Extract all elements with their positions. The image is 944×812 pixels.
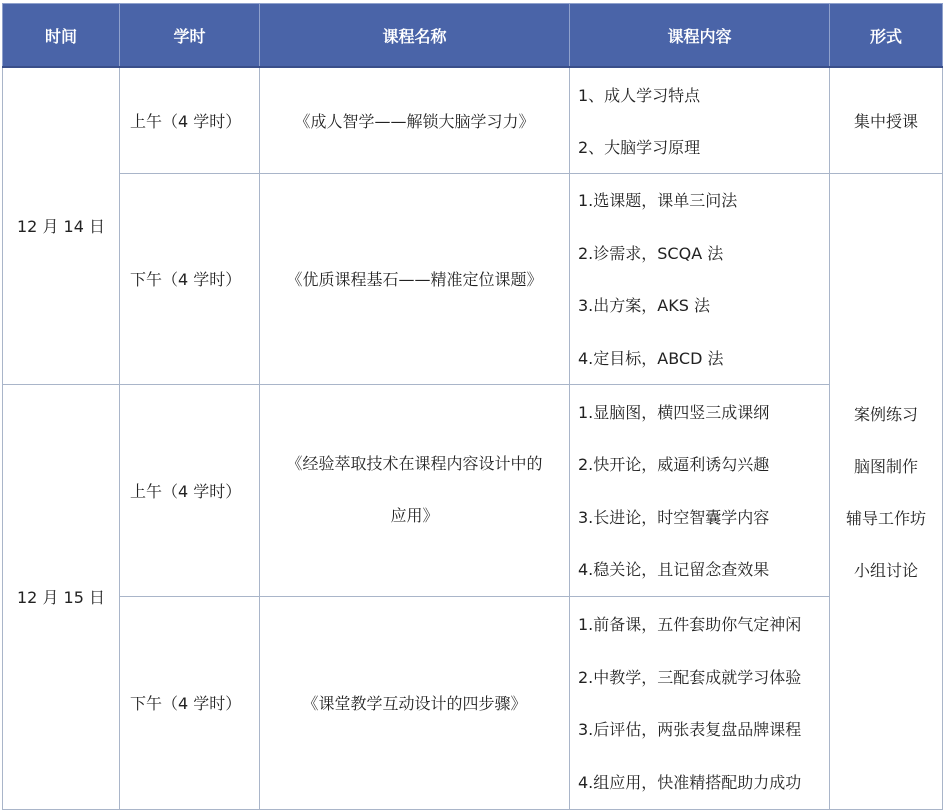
header-course-content: 课程内容 [570,4,830,68]
content-item: 2、大脑学习原理 [578,137,701,157]
header-row [3,4,943,68]
course-content-cell [570,67,830,173]
format-cell: 集中授课 [830,67,943,173]
content-item: 3.出方案，AKS 法 [578,296,710,316]
course-name-cell: 《成人智学——解锁大脑学习力》 [260,67,570,173]
content-item: 1.选课题，课单三问法 [578,191,738,211]
table-row [3,173,943,384]
header-time: 时间 [3,4,120,68]
date-cell: 12 月 15 日 [3,384,120,809]
table-row [3,67,943,173]
course-name-line: 《经验萃取技术在课程内容设计中的 [286,454,543,473]
schedule-table [2,3,943,810]
period-cell: 上午（4 学时） [120,384,260,596]
course-name-line: 应用》 [390,506,439,525]
content-item: 2.诊需求，SCQA 法 [578,243,724,263]
content-item: 3.长进论，时空智囊学内容 [578,507,770,527]
content-item: 4.稳关论，且记留念查效果 [578,560,770,580]
content-item: 4.定目标，ABCD 法 [578,348,724,368]
header-course-name: 课程名称 [260,4,570,68]
content-item: 2.中教学，三配套成就学习体验 [578,667,802,687]
table-row [3,384,943,596]
course-content-cell [570,384,830,596]
course-content-cell [570,173,830,384]
course-name-cell [260,384,570,596]
course-content-cell [570,596,830,809]
content-item: 2.快开论，威逼利诱勾兴趣 [578,455,770,475]
course-name-cell: 《优质课程基石——精准定位课题》 [260,173,570,384]
header-format: 形式 [830,4,943,68]
format-item: 脑图制作 [853,456,918,476]
format-item: 案例练习 [853,404,918,424]
format-item: 辅导工作坊 [845,508,926,528]
table-row [3,596,943,809]
period-cell: 下午（4 学时） [120,596,260,809]
content-item: 4.组应用，快准精搭配助力成功 [578,772,802,792]
format-item: 小组讨论 [853,560,918,580]
content-item: 1.显脑图，横四竖三成课纲 [578,402,770,422]
header-hours: 学时 [120,4,260,68]
period-cell: 下午（4 学时） [120,173,260,384]
content-item: 1、成人学习特点 [578,85,701,105]
format-cell-shared [830,173,943,809]
content-item: 3.后评估，两张表复盘品牌课程 [578,720,802,740]
course-name-cell: 《课堂教学互动设计的四步骤》 [260,596,570,809]
period-cell: 上午（4 学时） [120,67,260,173]
date-cell: 12 月 14 日 [3,67,120,384]
content-item: 1.前备课，五件套助你气定神闲 [578,615,802,635]
